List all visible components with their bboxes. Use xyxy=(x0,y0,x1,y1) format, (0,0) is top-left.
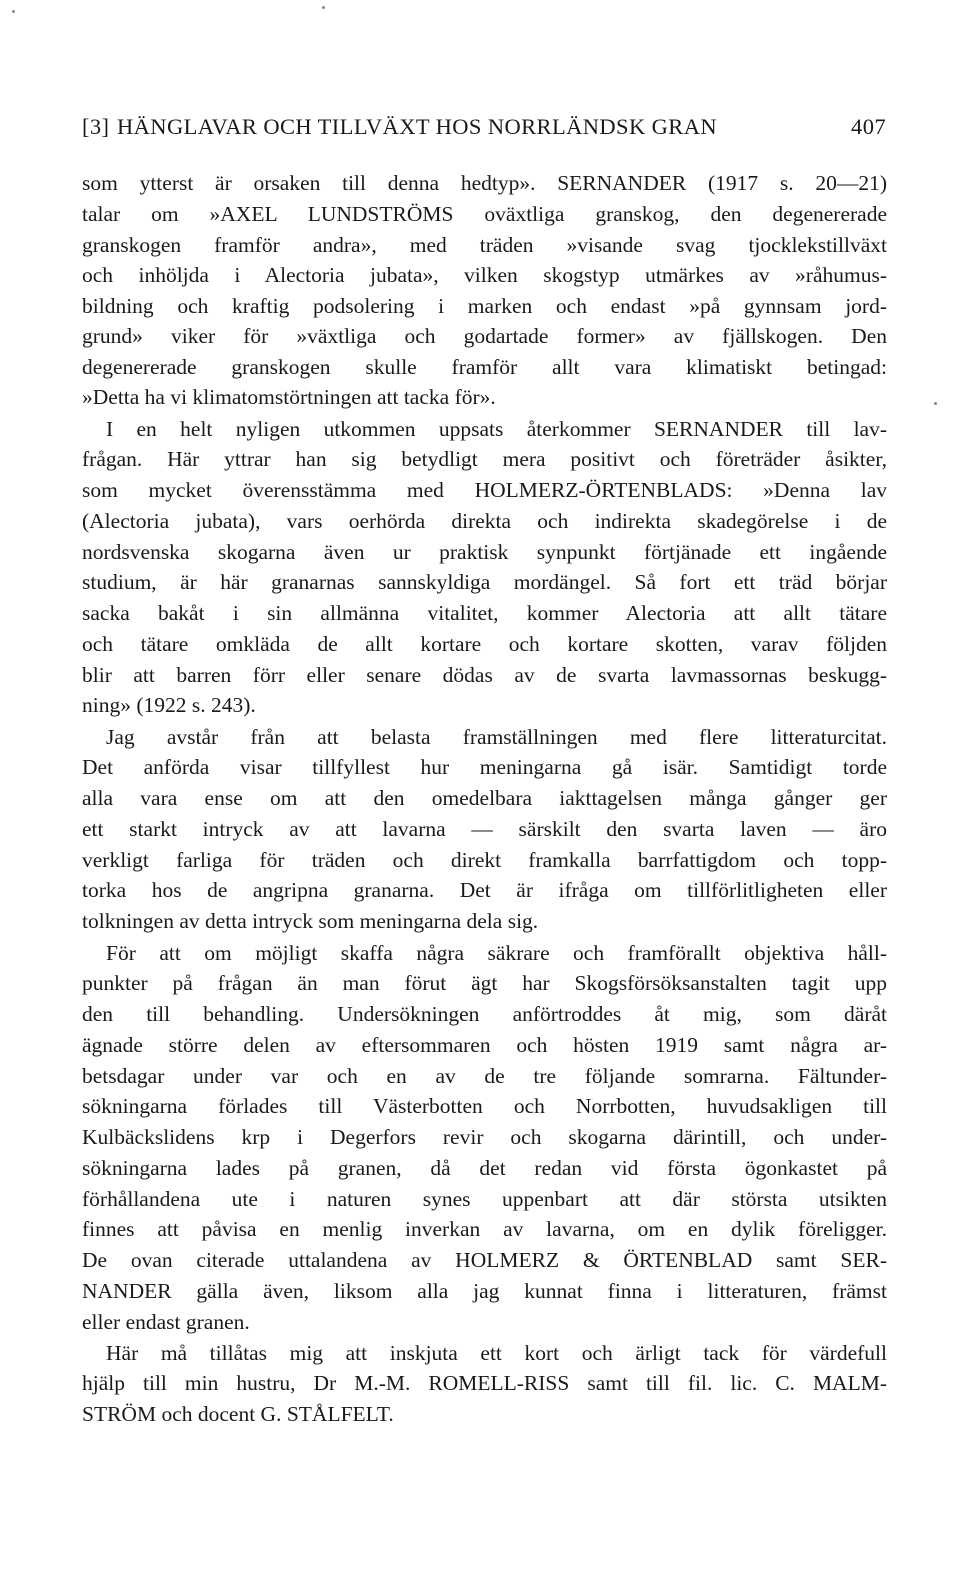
text-line: som mycket överensstämma med HOLMERZ-ÖRTENBLADS: »Denna lav xyxy=(82,478,887,502)
text-line: betsdagar under var och en av de tre följande somrarna. Fältunder- xyxy=(82,1064,887,1088)
text-line: alla vara ense om att den omedelbara iakttagelsen många gånger ger xyxy=(82,786,887,810)
paragraph-start: Här må tillåtas mig att inskjuta ett kort och ärligt tack för värdefull xyxy=(106,1341,887,1365)
text-line: sacka bakåt i sin allmänna vitalitet, kommer Alectoria att allt tätare xyxy=(82,601,887,625)
text-line: talar om »AXEL LUNDSTRÖMS oväxtliga granskog, den degenererade xyxy=(82,202,887,226)
text-line: finnes att påvisa en menlig inverkan av lavarna, om en dylik föreligger. xyxy=(82,1217,887,1241)
text-line: hjälp till min hustru, Dr M.-M. ROMELL-RISS samt till fil. lic. C. MALM- xyxy=(82,1371,887,1395)
text-line: ett starkt intryck av att lavarna — särskilt den svarta laven — äro xyxy=(82,817,887,841)
text-line: degenererade granskogen skulle framför allt vara klimatiskt betingad: xyxy=(82,355,887,379)
text-line: och inhöljda i Alectoria jubata», vilken skogstyp utmärkes av »råhumus- xyxy=(82,263,887,287)
text-line: »Detta ha vi klimatomstörtningen att tacka för». xyxy=(82,385,496,409)
text-line: STRÖM och docent G. STÅLFELT. xyxy=(82,1402,394,1426)
text-line: den till behandling. Undersökningen anförtroddes åt mig, som däråt xyxy=(82,1002,887,1026)
chapter-number: [3] xyxy=(82,114,110,139)
paragraph-start: Jag avstår från att belasta framställningen med flere litteraturcitat. xyxy=(106,725,887,749)
text-line: blir att barren förr eller senare dödas av de svarta lavmassornas beskugg- xyxy=(82,663,887,687)
scan-speck xyxy=(12,10,15,13)
paragraph-start: I en helt nyligen utkommen uppsats återkommer SERNANDER till lav- xyxy=(106,417,887,441)
text-line: sökningarna lades på granen, då det redan vid första ögonkastet på xyxy=(82,1156,887,1180)
text-line: granskogen framför andra», med träden »visande svag tjocklekstillväxt xyxy=(82,233,887,257)
text-line: sökningarna förlades till Västerbotten och Norrbotten, huvudsakligen till xyxy=(82,1094,887,1118)
text-line: och tätare omkläda de allt kortare och kortare skotten, varav följden xyxy=(82,632,887,656)
text-line: studium, är här granarnas sannskyldiga mordängel. Så fort ett träd börjar xyxy=(82,570,887,594)
running-title: HÄNGLAVAR OCH TILLVÄXT HOS NORRLÄNDSK GRAN xyxy=(117,114,717,139)
page-number: 407 xyxy=(851,114,886,139)
text-line: förhållandena ute i naturen synes uppenbart att där största utsikten xyxy=(82,1187,887,1211)
paragraph-start: För att om möjligt skaffa några säkrare och framförallt objektiva håll- xyxy=(106,941,887,965)
text-line: Det anförda visar tillfyllest hur meningarna gå isär. Samtidigt torde xyxy=(82,755,887,779)
text-line: verkligt farliga för träden och direkt framkalla barrfattigdom och topp- xyxy=(82,848,887,872)
text-line: tolkningen av detta intryck som meningarna dela sig. xyxy=(82,909,539,933)
text-line: ägnade större delen av eftersommaren och hösten 1919 samt några ar- xyxy=(82,1033,887,1057)
text-line: nordsvenska skogarna även ur praktisk synpunkt förtjänade ett ingående xyxy=(82,540,887,564)
text-line: bildning och kraftig podsolering i marken och endast »på gynnsam jord- xyxy=(82,294,887,318)
text-line: NANDER gälla även, liksom alla jag kunnat finna i litteraturen, främst xyxy=(82,1279,887,1303)
text-line: punkter på frågan än man förut ägt har Skogsförsöksanstalten tagit upp xyxy=(82,971,887,995)
text-line: Kulbäckslidens krp i Degerfors revir och skogarna därintill, och under- xyxy=(82,1125,887,1149)
text-line: De ovan citerade uttalandena av HOLMERZ & ÖRTENBLAD samt SER- xyxy=(82,1248,887,1272)
text-line: grund» viker för »växtliga och godartade former» av fjällskogen. Den xyxy=(82,324,887,348)
text-line: (Alectoria jubata), vars oerhörda direkta och indirekta skadegörelse i de xyxy=(82,509,887,533)
scan-speck xyxy=(934,402,937,405)
text-line: ning» (1922 s. 243). xyxy=(82,693,256,717)
text-line: eller endast granen. xyxy=(82,1310,250,1334)
text-line: frågan. Här yttrar han sig betydligt mera positivt och företräder åsikter, xyxy=(82,447,887,471)
text-line: torka hos de angripna granarna. Det är ifråga om tillförlitligheten eller xyxy=(82,878,887,902)
scan-speck xyxy=(322,6,325,9)
text-line: som ytterst är orsaken till denna hedtyp». SERNANDER (1917 s. 20—21) xyxy=(82,171,887,195)
